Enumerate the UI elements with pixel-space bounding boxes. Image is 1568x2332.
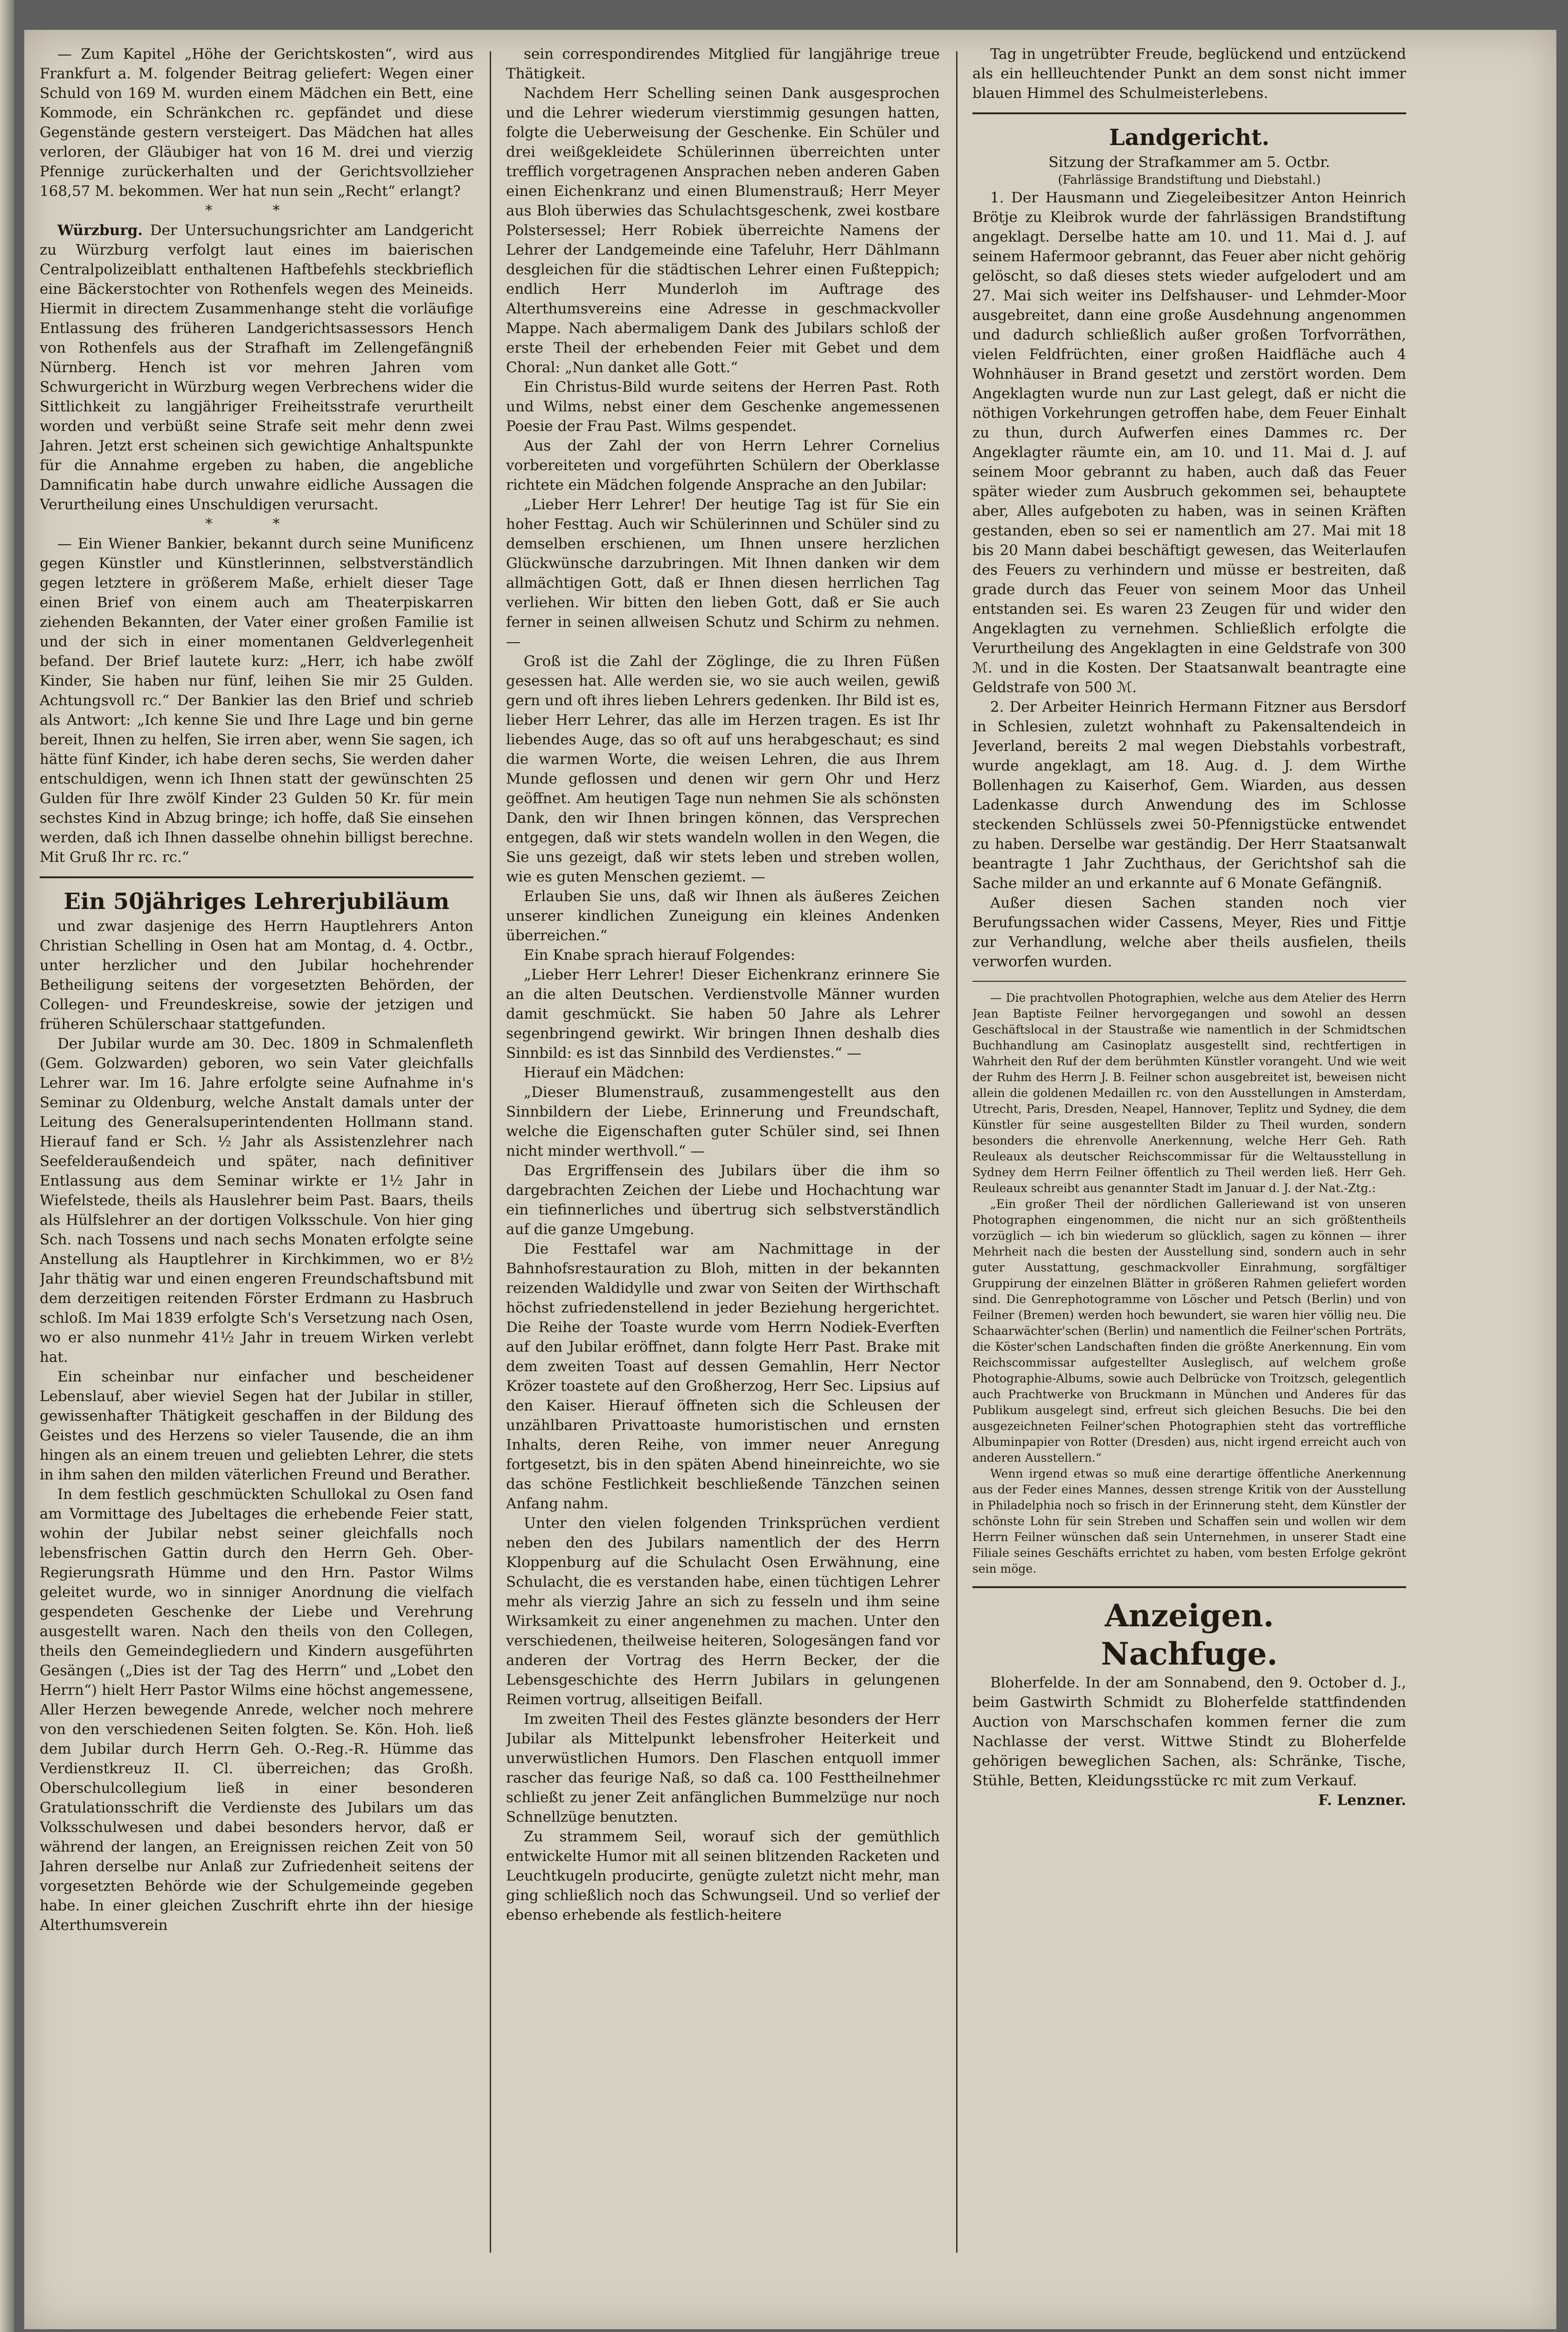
jubilee-cont-1: sein correspondirendes Mitglied für langjährige treue Thätigkeit.	[506, 46, 940, 82]
jubilee-cont-7: Das Ergriffensein des Jubilars über die ihm so dargebrachten Zeichen der Liebe und Hochachtung war ein tiefinnerliches und übertrug sich selbstverständlich auf die ganze Umgebung.	[506, 1162, 940, 1238]
ad-text: Bloherfelde. In der am Sonnabend, den 9. October d. J., beim Gastwirth Schmidt zu Bloherfelde stattfindenden Auction von Marschschafen kommen ferner die zum Nachlasse der verst. Wittwe Stindt zu Bloherfelde gehörigen beweglichen Sachen, als: Schränke, Tische, Stühle, Betten, Kleidungsstücke rc mit zum Verkauf.	[972, 1674, 1406, 1789]
column-3	[972, 44, 1406, 2264]
section-divider-3	[972, 981, 1406, 982]
photography-paragraph-2: „Ein großer Theil der nördlichen Galleriewand ist von unseren Photographen eingenommen, die nicht nur an sich größtentheils vorzüglich — ich bin wiederum so glücklich, sagen zu können — ihrer Mehrheit nach die besten der Ausstellung sind, sondern auch in sehr guter Ausstattung, geschmackvoller Einrahmung, sorgfältiger Gruppirung der einzelnen Blätter in größeren Rahmen geliefert worden sind. Die Genrephotogramme von Löscher und Petsch (Berlin) und von Feilner (Bremen) werden hoch bewundert, sie waren hier völlig neu. Die Schaarwächter'schen (Berlin) und namentlich die Feilner'schen Porträts, die Köster'schen Landschaften finden die größte Anerkennung. Ein vom Reichscommissar aufgestellter Ausleglisch, auf welchem große Photographie-Albums, sowie auch Delbrücke von Troitzsch, gelegentlich auch Prachtwerke von Bruckmann in München und Anderes für das Publikum ausgelegt sind, erfreut sich gleichen Besuchs. Die bei den ausgezeichneten Feilner'schen Photographien steht das vortreffliche Albuminpapier von Rotter (Dresden) aus, nicht irgend erreicht auch von anderen Ausstellern.“	[972, 1197, 1406, 1464]
court-costs-article: — Zum Kapitel „Höhe der Gerichtskosten“, wird aus Frankfurt a. M. folgender Beitrag geliefert: Wegen einer Schuld von 169 M. wurden einem Mädchen ein Bett, eine Kommode, ein Schränkchen rc. gepfändet und diese Gegenstände gestern versteigert. Das Mädchen hat alles verloren, der Gläubiger hat von 16 M. drei und vierzig Pfennige zurückerhalten und der Gerichtsvollzieher 168,57 M. bekommen. Wer hat nun sein „Recht“ erlangt?	[40, 46, 473, 200]
jubilee-paragraph-2: Der Jubilar wurde am 30. Dec. 1809 in Schmalenfleth (Gem. Golzwarden) geboren, wo sein Vater gleichfalls Lehrer war. Im 16. Jahre erfolgte seine Aufnahme in's Seminar zu Oldenburg, welche Anstalt damals unter der Leitung des Generalsuperintendenten Hollmann stand. Hierauf fand er Sch. ½ Jahr als Assistenzlehrer nach Seefelderaußendeich und später, nach definitiver Entlassung aus dem Seminar wirkte er 1½ Jahr in Wiefelstede, theils als Hauslehrer beim Past. Baars, theils als Hülfslehrer an der dortigen Volksschule. Von hier ging Sch. nach Tossens und nach sechs Monaten erfolgte seine Anstellung als Hauptlehrer in Kirchkimmen, wo er 8½ Jahr thätig war und einen engeren Freundschaftsbund mit dem derzeitigen reitenden Förster Erdmann zu Hasbruch schloß. Im Mai 1839 erfolgte Sch's Versetzung nach Osen, wo er also nunmehr 41½ Jahr in treuem Wirken verlebt hat.	[40, 1035, 473, 1366]
court-title: Landgericht.	[1109, 125, 1270, 151]
jubilee-paragraph-3: Ein scheinbar nur einfacher und bescheidener Lebenslauf, aber wieviel Segen hat der Jubilar in stiller, gewissenhafter Thätigkeit geschaffen in der Bildung des Geistes und des Herzens so vieler Tausende, die an ihm hingen als an einem treuen und geliebten Lehrer, die stets in ihm sahen den milden väterlichen Freund und Berather.	[40, 1368, 473, 1483]
jubilee-title: Ein 50jähriges Lehrerjubiläum	[63, 888, 450, 915]
jubilee-cont-10: Im zweiten Theil des Festes glänzte besonders der Herr Jubilar als Mittelpunkt lebensfroher Heiterkeit und unverwüstlichen Humors. Den Flaschen entquoll immer rascher das feurige Naß, so daß ca. 100 Festtheilnehmer schließt zu jener Zeit anfänglichen Bummelzüge nur noch Schnellzüge benutzten.	[506, 1711, 940, 1825]
ad-title: Nachfuge.	[1101, 1636, 1278, 1672]
jubilee-cont-9: Unter den vielen folgenden Trinksprüchen verdient neben den des Jubilars namentlich der des Herrn Kloppenburg auf die Schulacht Osen Erwähnung, eine Schulacht, die es verstanden habe, einen tüchtigen Lehrer mehr als vierzig Jahre an sich zu fesseln und ihm seine Wirksamkeit zu einer angenehmen zu machen. Unter den verschiedenen, theilweise heiteren, Sologesängen fand vor anderen der Vortrag des Herrn Becker, der die Lebensgeschichte des Herrn Jubilars in gelungenen Reimen vortrug, allseitigen Beifall.	[506, 1515, 940, 1708]
column-rule-1	[490, 51, 491, 2253]
page-fold-edge	[0, 0, 14, 2332]
jubilee-cont-5: Ein Knabe sprach hierauf Folgendes:	[524, 947, 796, 964]
court-subtitle: Sitzung der Strafkammer am 5. Octbr.	[1048, 154, 1330, 171]
bankier-article: — Ein Wiener Bankier, bekannt durch seine Munificenz gegen Künstler und Künstlerinnen, selbstverständlich gegen letztere in größerem Maße, erhielt dieser Tage einen Brief von einem auch am Theaterpiskarren ziehenden Bekannten, der Vater einer großen Familie ist und der sich in einer momentanen Geldverlegenheit befand. Der Brief lautete kurz: „Herr, ich habe zwölf Kinder, Sie haben nur fünf, leihen Sie mir 25 Gulden. Achtungsvoll rc.“ Der Bankier las den Brief und schrieb als Antwort: „Ich kenne Sie und Ihre Lage und bin gerne bereit, Ihnen zu helfen, Sie irren aber, wenn Sie sagen, ich hätte fünf Kinder, ich habe deren sechs, Sie werden daher entschuldigen, wenn ich Ihnen statt der gewünschten 25 Gulden für Ihre zwölf Kinder 23 Gulden 50 Kr. für mein sechstes Kind in Abzug bringe; ich hoffe, daß Sie einsehen werden, daß ich Ihnen dasselbe ohnehin billigst berechne. Mit Gruß Ihr rc. rc.“	[40, 535, 473, 866]
court-case-3: Außer diesen Sachen standen noch vier Berufungssachen wider Cassens, Meyer, Ries und Fittje zur Verhandlung, welche aber theils ausfielen, theils verworfen wurden.	[972, 895, 1406, 970]
court-case-1: 1. Der Hausmann und Ziegeleibesitzer Anton Heinrich Brötje zu Kleibrok wurde der fahrlässigen Brandstiftung angeklagt. Derselbe hatte am 10. und 11. Mai d. J. auf seinem Hafermoor gebrannt, das Feuer aber nicht gehörig gelöscht, so daß dieses stets wieder aufgelodert und am 27. Mai sich weiter ins Delfshauser- und Lehmder-Moor ausgebreitet, dann eine große Ausdehnung angenommen und dadurch schließlich außer großen Torfvorräthen, vielen Feldfrüchten, einer großen Haidfläche auch 4 Wohnhäuser in Brand gesetzt und zerstört worden. Dem Angeklagten wurde nun zur Last gelegt, daß er nicht die nöthigen Vorkehrungen getroffen habe, dem Feuer Einhalt zu thun, durch Aufwerfen eines Dammes rc. Der Angeklagter räumte ein, am 10. und 11. Mai d. J. auf seinem Moor gebrannt zu haben, auch daß das Feuer später wieder zum Ausbruch gekommen sei, behauptete aber, Alles aufgeboten zu haben, was in seinen Kräften gestanden, eben so sei er namentlich am 27. Mai mit 18 bis 20 Mann dabei beschäftigt gewesen, das Weiterlaufen des Feuers zu verhindern und müsse er bestreiten, daß grade durch das Feuer von seinem Moor das Unheil entstanden sei. Es waren 23 Zeugen für und wider den Angeklagten zu vernehmen. Schließlich erfolgte die Verurtheilung des Angeklagten in eine Geldstrafe von 300 ℳ. und in die Kosten. Der Staatsanwalt beantragte eine Geldstrafe von 500 ℳ.	[972, 189, 1406, 696]
ad-signature: F. Lenzner.	[1318, 1792, 1406, 1809]
jubilee-closing: Tag in ungetrübter Freude, beglückend und entzückend als ein hellleuchtender Punkt an dem sonst nicht immer blauen Himmel des Schulmeisterlebens.	[972, 46, 1406, 102]
jubilee-cont-8: Die Festtafel war am Nachmittage in der Bahnhofsrestauration zu Bloh, mitten in der bekannten reizenden Waldidylle und zwar von Seiten der Wirthschaft höchst zufriedenstellend in jeder Beziehung hergerichtet. Die Reihe der Toaste wurde vom Herrn Nodiek-Everften auf den Jubilar eröffnet, dann folgte Herr Past. Brake mit dem zweiten Toast auf dessen Gemahlin, Herr Nector Krözer toastete auf den Großherzog, Herr Sec. Lipsius auf den Kaiser. Hierauf öffneten sich die Schleusen der unzählbaren Privattoaste humoristischen und ernsten Inhalts, deren Reihe, von immer neuer Anregung fortgesetzt, bis in den späten Abend hineinreichte, wo sie das schöne Festlichkeit beschließende Tänzchen seinen Anfang nahm.	[506, 1241, 940, 1512]
wuerzburg-article	[40, 221, 473, 514]
ads-title: Anzeigen.	[1104, 1597, 1274, 1634]
jubilee-speech-5: „Dieser Blumenstrauß, zusammengestellt aus den Sinnbildern der Liebe, Erinnerung und Freundschaft, welche die Eigenschaften guter Schüler sind, sei Ihnen nicht minder werthvoll.“ —	[506, 1084, 940, 1159]
wuerzburg-lead: Würzburg.	[57, 222, 143, 239]
jubilee-speech-4: „Lieber Herr Lehrer! Dieser Eichenkranz erinnere Sie an die alten Deutschen. Verdienstvolle Männer wurden damit geschmückt. Sie haben 50 Jahre als Lehrer segenbringend gewirkt. Wir bringen Ihnen deshalb dies Sinnbild: es ist das Sinnbild des Verdienstes.“ —	[506, 966, 940, 1062]
column-1	[40, 44, 473, 2264]
jubilee-cont-4: Aus der Zahl der von Herrn Lehrer Cornelius vorbereiteten und vorgeführten Schülern der Oberklasse richtete ein Mädchen folgende Ansprache an den Jubilar:	[506, 437, 940, 493]
jubilee-cont-3: Ein Christus-Bild wurde seitens der Herren Past. Roth und Wilms, nebst einer dem Geschenke angemessenen Poesie der Frau Past. Wilms gespendet.	[506, 379, 940, 435]
separator-stars: * *	[205, 202, 308, 219]
court-case-2: 2. Der Arbeiter Heinrich Hermann Fitzner aus Bersdorf in Schlesien, zuletzt wohnhaft zu Pakensaltendeich in Jeverland, bereits 2 mal wegen Diebstahls vorbestraft, wurde angeklagt, am 18. Aug. d. J. dem Wirthe Bollenhagen zu Kaiserhof, Gem. Wiarden, aus dessen Ladenkasse durch Anwendung des im Schlosse steckenden Schlüssels zwei 50-Pfennigstücke entwendet zu haben. Derselbe war geständig. Der Herr Staatsanwalt beantragte 1 Jahr Zuchthaus, der Gerichtshof sah die Sache milder an und erkannte auf 6 Monate Gefängniß.	[972, 699, 1406, 892]
photography-paragraph-3: Wenn irgend etwas so muß eine derartige öffentliche Anerkennung aus der Feder eines Mannes, dessen strenge Kritik von der Ausstellung in Philadelphia noch so frisch in der Erinnerung steht, dem Künstler der schönste Lohn für sein Streben und Schaffen sein und wollen wir dem Herrn Feilner wünschen daß sein Unternehmen, in unserer Stadt eine Filiale seines Geschäfts errichtet zu haben, vom besten Erfolge gekrönt sein möge.	[972, 1467, 1406, 1575]
section-divider-2	[972, 112, 1406, 114]
jubilee-speech-1: „Lieber Herr Lehrer! Der heutige Tag ist für Sie ein hoher Festtag. Auch wir Schülerinnen und Schüler sind zu demselben erschienen, um Ihnen unsere herzlichen Glückwünsche darzubringen. Mit Ihnen danken wir dem allmächtigen Gott, daß er Ihnen diesen herrlichen Tag verliehen. Wir bitten den lieben Gott, daß er Sie auch ferner in seinen allweisen Schutz und Schirm zu nehmen. —	[506, 496, 940, 650]
jubilee-cont-6: Hierauf ein Mädchen:	[524, 1064, 685, 1081]
jubilee-speech-2: Groß ist die Zahl der Zöglinge, die zu Ihren Füßen gesessen hat. Alle werden sie, wo sie auch weilen, gewiß gern und oft ihres lieben Lehrers gedenken. Ihr Bild ist es, lieber Herr Lehrer, das alle im Herzen tragen. Es ist Ihr liebendes Auge, das so oft auf uns herabgeschaut; es sind die warmen Worte, die weisen Lehren, die aus Ihrem Munde geflossen und denen wir gern Ohr und Herz geöffnet. Am heutigen Tage nun nehmen Sie als schönsten Dank, den wir Ihnen bringen können, das Versprechen entgegen, daß wir stets wandeln wollen in den Wegen, die Sie uns gezeigt, daß wir stets leben und streben wollen, wie es guten Menschen geziemt. —	[506, 653, 940, 885]
wuerzburg-text: Der Untersuchungsrichter am Landgericht zu Würzburg verfolgt laut eines im baierischen Centralpolizeiblatt enthaltenen Haftbefehls steckbrieflich eine Bäckerstochter von Rothenfels wegen des Meineids. Hiermit in directem Zusammenhange steht die vorläufige Entlassung des früheren Landgerichtsassessors Hench von Rothenfels aus der Strafhaft im Zellengefängniß Nürnberg. Hench ist vor mehren Jahren vom Schwurgericht in Würzburg wegen Verbrechens wider die Sittlichkeit zu langjähriger Freiheitsstrafe verurtheilt worden und verbüßt seine Strafe seit mehr denn zwei Jahren. Jetzt erst scheinen sich gewichtige Anhaltspunkte für die Annahme ergeben zu haben, die angebliche Damnificatin habe durch unwahre eidliche Aussagen die Verurtheilung eines Unschuldigen verursacht.	[40, 222, 473, 513]
photography-notice	[972, 990, 1406, 1577]
jubilee-paragraph-1: und zwar dasjenige des Herrn Hauptlehrers Anton Christian Schelling in Osen hat am Montag, d. 4. Octbr., unter herzlicher und den Jubilar hochehrender Betheiligung seitens der vorgesetzten Behörden, der Collegen- und Freundeskreise, sowie der jetzigen und früheren Schülerschaar stattgefunden.	[40, 918, 473, 1033]
jubilee-paragraph-4: In dem festlich geschmückten Schullokal zu Osen fand am Vormittage des Jubeltages die erhebende Feier statt, wohin der Jubilar nebst seiner gleichfalls noch lebensfrischen Gattin durch den Herrn Geh. Ober-Regierungsrath Hümme und den Hrn. Pastor Wilms geleitet wurde, wo in sinniger Anordnung die vielfach gespendeten Geschenke der Liebe und Verehrung ausgestellt waren. Nach den theils von den Collegen, theils den Gemeindegliedern und Kindern ausgeführten Gesängen („Dies ist der Tag des Herrn“ und „Lobet den Herrn“) hielt Herr Pastor Wilms eine höchst angemessene, Aller Herzen bewegende Anrede, welcher noch mehrere von den verschiedenen Seiten folgten. Se. Kön. Hoh. ließ dem Jubilar durch Herrn Geh. O.-Reg.-R. Hümme das Verdienstkreuz II. Cl. überreichen; das Großh. Oberschulcollegium ließ in einer besonderen Gratulationsschrift die Verdienste des Jubilars um das Volksschulwesen und dabei besonders hervor, daß er während der langen, an Ereignissen reichen Zeit von 50 Jahren derselbe nur Anlaß zur Zufriedenheit seitens der vorgesetzten Behörde wie der Schulgemeinde gegeben habe. In einer gleichen Zuschrift ehrte ihn der hiesige Alterthumsverein	[40, 1486, 473, 1934]
separator-stars-2: * *	[205, 516, 308, 532]
jubilee-speech-3: Erlauben Sie uns, daß wir Ihnen als äußeres Zeichen unserer kindlichen Zuneigung ein kleines Andenken überreichen.“	[506, 888, 940, 944]
photography-paragraph-1: — Die prachtvollen Photographien, welche aus dem Atelier des Herrn Jean Baptiste Feilner hervorgegangen und sowohl an dessen Geschäftslocal in der Staustraße wie namentlich in der Schmidtschen Buchhandlung am Casinoplatz ausgestellt sind, rechtfertigen in Wahrheit den Ruf der dem berühmten Künstler vorangeht. Und wie weit der Ruhm des Herrn J. B. Feilner schon ausgebreitet ist, beweisen nicht allein die goldenen Medaillen rc. von den Ausstellungen in Amsterdam, Utrecht, Paris, Dresden, Neapel, Hannover, Teplitz und Sydney, die dem Künstler für seine ausgestellten Bilder zu Theil wurden, sondern besonders die ehrenvolle Anerkennung, welche Herr Geh. Rath Reuleaux als deutscher Reichscommissar für die Weltausstellung in Sydney dem Herrn Feilner öffentlich zu Theil werden ließ. Herr Geh. Reuleaux schreibt aus genannter Stadt im Januar d. J. der Nat.-Ztg.:	[972, 991, 1406, 1195]
section-divider-4	[972, 1586, 1406, 1588]
section-divider	[40, 876, 473, 878]
column-2	[506, 44, 940, 2264]
jubilee-cont-11: Zu strammem Seil, worauf sich der gemüthlich entwickelte Humor mit all seinen blitzenden Racketen und Leuchtkugeln producirte, genügte zuletzt nicht mehr, man ging schließlich noch das Schwungseil. Und so verlief der ebenso erhebende als festlich-heitere	[506, 1828, 940, 1923]
column-rule-2	[956, 51, 957, 2253]
jubilee-cont-2: Nachdem Herr Schelling seinen Dank ausgesprochen und die Lehrer wiederum vierstimmig gesungen hatten, folgte die Ueberweisung der Geschenke. Ein Schüler und drei weißgekleidete Schülerinnen überreichten unter trefflich vorgetragenen Ansprachen neben anderen Gaben einen Eichenkranz und einen Blumenstrauß; Herr Meyer aus Bloh überwies das Schulachtsgeschenk, zwei kostbare Polstersessel; Herr Robiek überreichte Namens der Lehrer der Landgemeinde eine Tafeluhr, Herr Dählmann desgleichen für die städtischen Lehrer einen Fußteppich; endlich Herr Munderloh im Auftrage des Alterthumsvereins eine Adresse in geschmackvoller Mappe. Nach abermaligem Dank des Jubilars schloß der erste Theil der erhebenden Feier mit Gebet und dem Choral: „Nun danket alle Gott.“	[506, 85, 940, 376]
court-subtitle-2: (Fahrlässige Brandstiftung und Diebstahl.)	[1058, 173, 1321, 187]
